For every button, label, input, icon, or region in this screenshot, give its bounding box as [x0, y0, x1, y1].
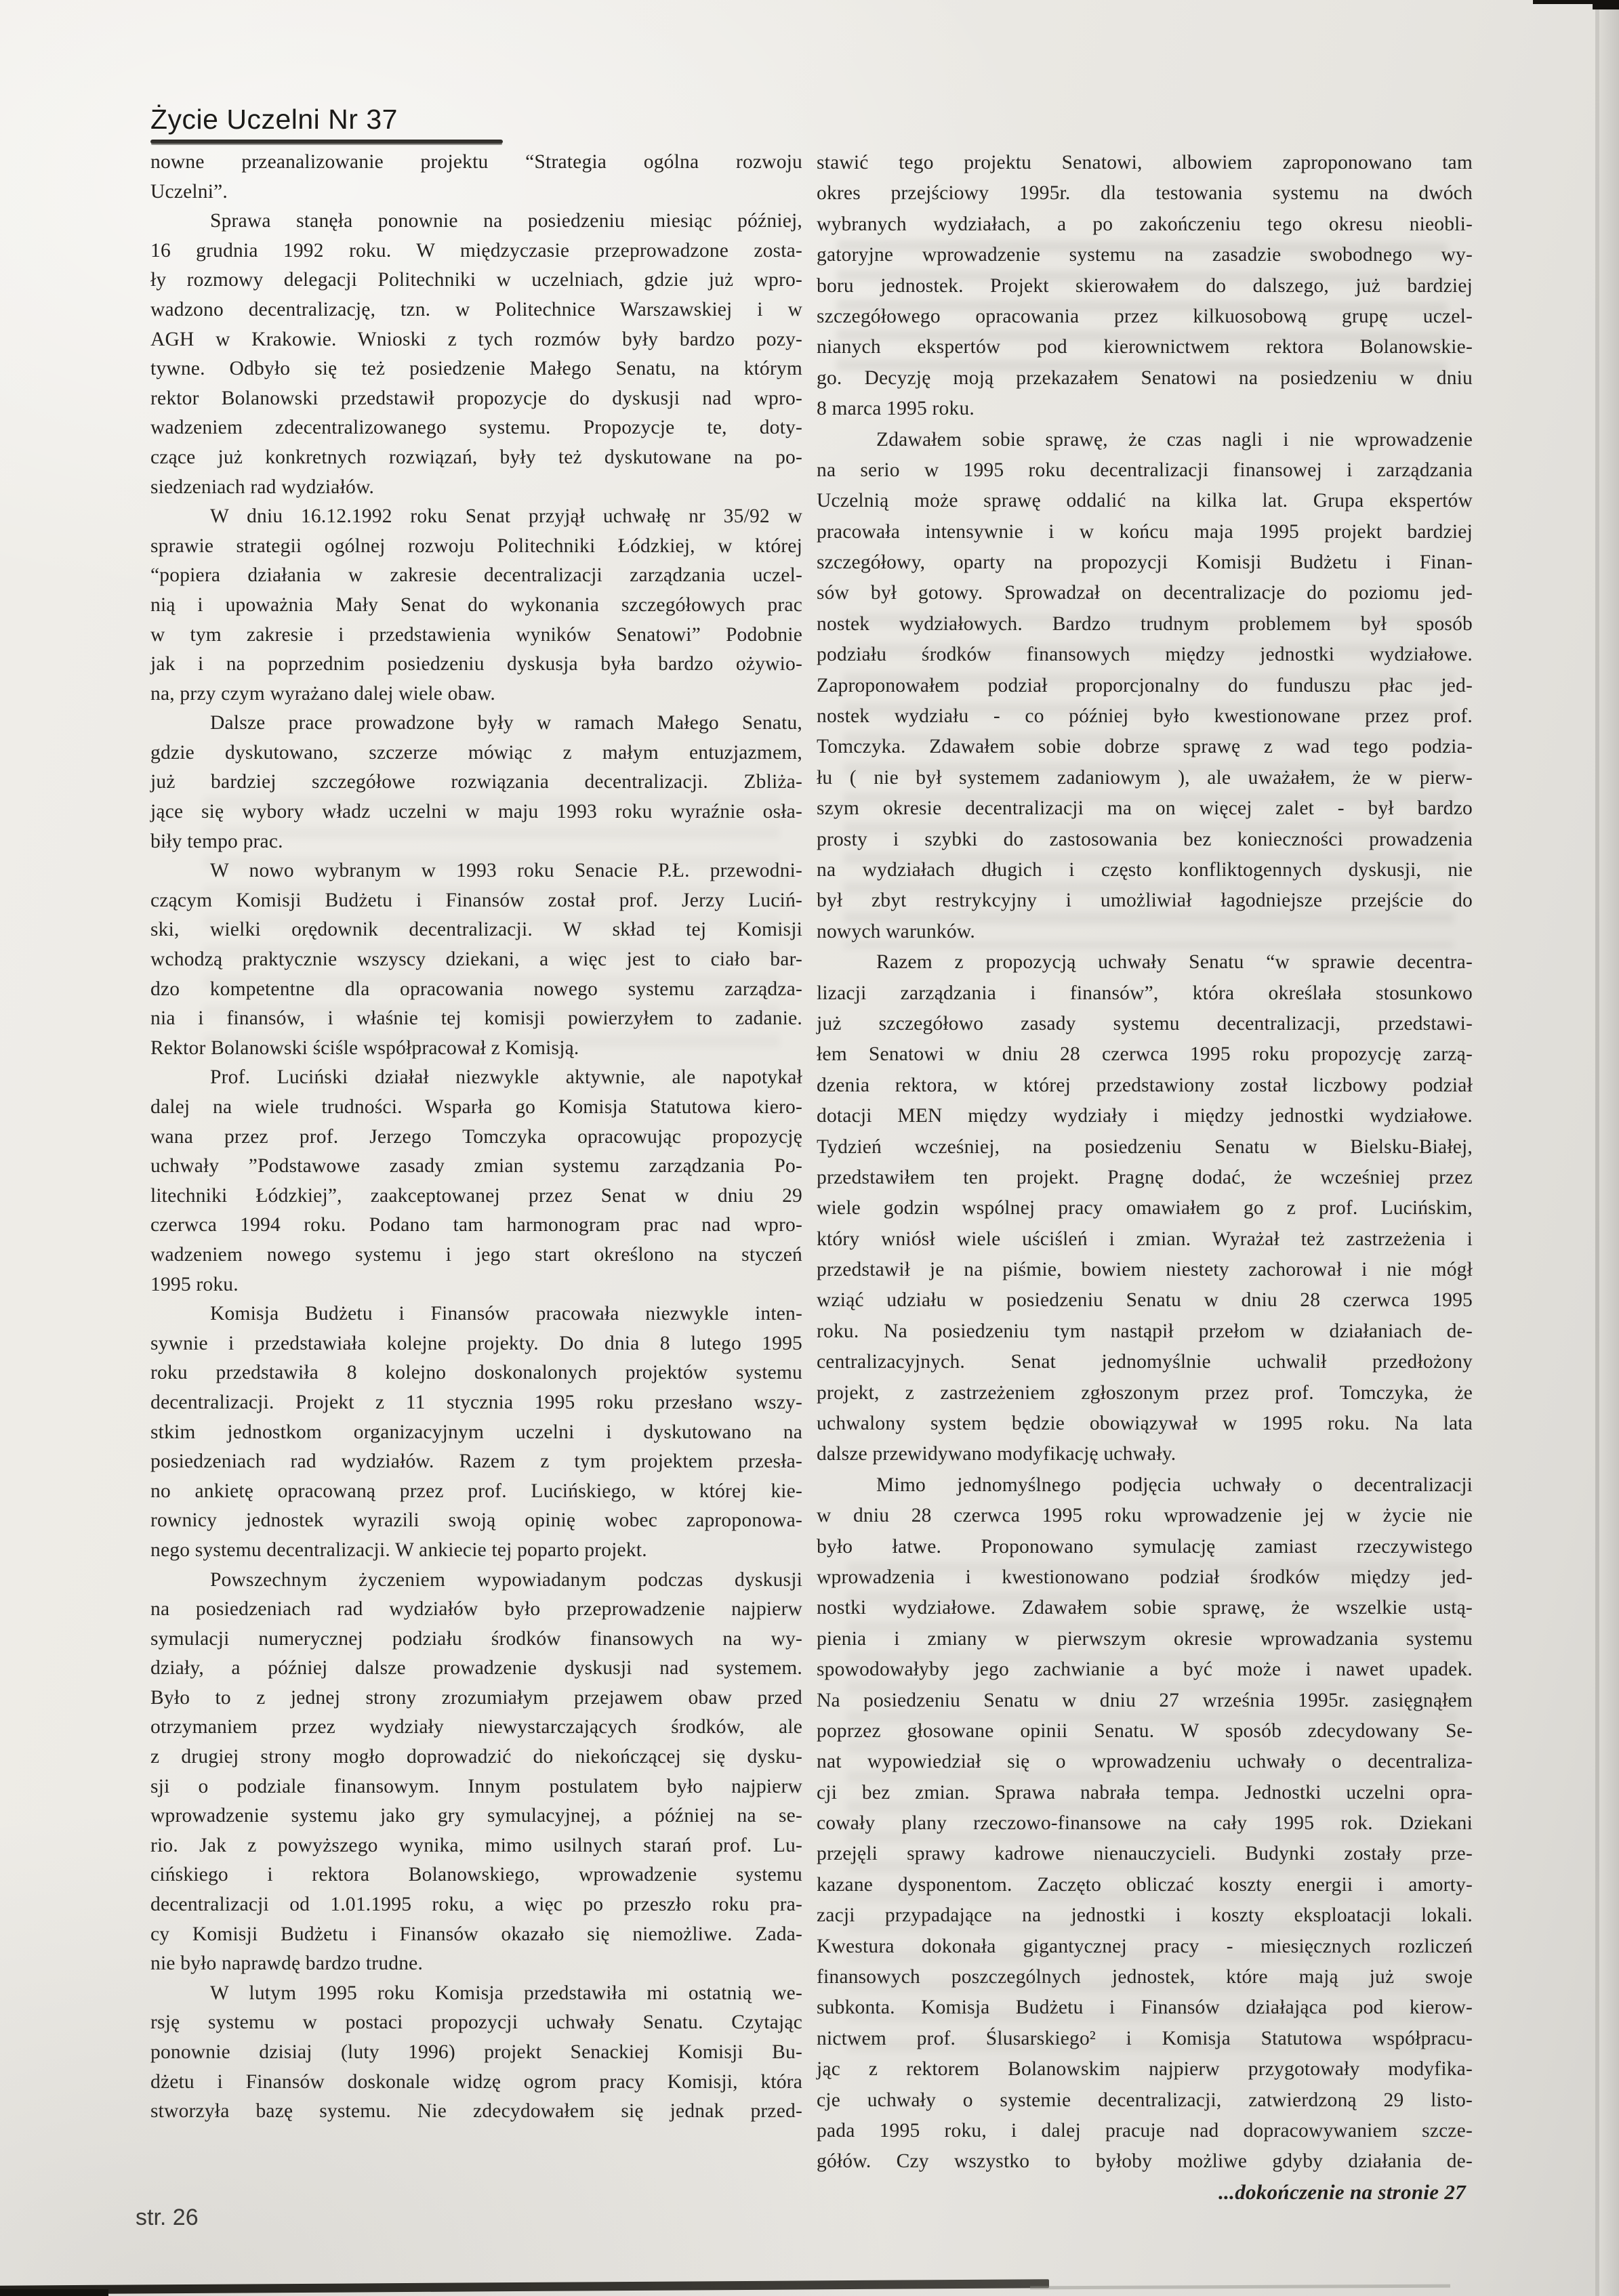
- text-line: Kwestura dokonała gigantycznej pracy - miesięcznych rozliczeń: [817, 1935, 1473, 1957]
- text-line: już szczegółowo zasady systemu decentralizacji, przedstawi-: [817, 1012, 1473, 1035]
- text-line: 16 grudnia 1992 roku. W międzyczasie przeprowadzone zosta-: [150, 239, 802, 262]
- text-line: przedstawił je na piśmie, bowiem niestety zachorował i nie mógł: [817, 1259, 1473, 1281]
- scan-edge-bottom-fade: [1030, 2284, 1450, 2290]
- text-line: z drugiej strony mogło doprowadzić do niekończącej się dysku-: [150, 1746, 802, 1768]
- text-line: cje uchwały o systemie decentralizacji, zatwierdzoną 29 listo-: [817, 2089, 1473, 2111]
- text-line: rio. Jak z powyższego wynika, mimo usilnych starań prof. Lu-: [150, 1834, 802, 1856]
- text-line: jąc z rektorem Bolanowskim najpierw przygotowały modyfika-: [817, 2058, 1473, 2081]
- text-line: Tydzień wcześniej, na posiedzeniu Senatu w Bielsku-Białej,: [817, 1135, 1473, 1158]
- text-line: dalsze przewidywano modyfikację uchwały.: [817, 1443, 1176, 1465]
- text-line: sprawie strategii ogólnej rozwoju Politechniki Łódzkiej, w której: [150, 535, 802, 557]
- text-line: na, przy czym wyrażano dalej wiele obaw.: [150, 682, 495, 705]
- text-line: łem Senatowi w dniu 28 czerwca 1995 roku propozycję zarzą-: [817, 1043, 1473, 1066]
- text-line: zacji przypadające na jednostki i koszty eksploatacji lokali.: [817, 1904, 1473, 1927]
- text-line: ponownie dzisiaj (luty 1996) projekt Senackiej Komisji Bu-: [150, 2041, 802, 2063]
- text-line: cji bez zmian. Sprawa nabrała tempa. Jednostki uczelni opra-: [817, 1781, 1473, 1803]
- text-line: dzenia rektora, w której przedstawiony został liczbowy podział: [817, 1074, 1473, 1096]
- text-line: W lutym 1995 roku Komisja przedstawiła mi ostatnią we-: [210, 1982, 802, 2004]
- text-line: siedzeniach rad wydziałów.: [150, 476, 375, 498]
- text-line: prosty i szybki do zastosowania bez konieczności prowadzenia: [817, 828, 1473, 850]
- text-line: jące się wybory władz uczelni w maju 1993 roku wyraźnie osła-: [150, 801, 802, 823]
- text-line: pada 1995 roku, i dalej pracuje nad dopracowywaniem szcze-: [817, 2120, 1473, 2142]
- text-line: projekt, z zastrzeżeniem zgłoszonym przez prof. Tomczyka, że: [817, 1381, 1473, 1404]
- text-line: Było to z jednej strony zrozumiałym przejawem obaw przed: [150, 1686, 802, 1709]
- text-line: w dniu 28 czerwca 1995 roku wprowadzenie jej w życie nie: [817, 1505, 1473, 1527]
- text-line: roku. Na posiedzeniu tym nastąpił przełom w działaniach de-: [817, 1320, 1473, 1342]
- header-rule: [150, 140, 503, 144]
- text-line: symulacji numerycznej podziału środków finansowych na wy-: [150, 1627, 802, 1650]
- text-line: Mimo jednomyślnego podjęcia uchwały o decentralizacji: [876, 1474, 1473, 1496]
- text-line: nianych ekspertów pod kierownictwem rektora Bolanowskie-: [817, 336, 1473, 358]
- page-number: str. 26: [136, 2205, 199, 2230]
- paragraph: [150, 207, 802, 502]
- text-line: gdzie dyskutowano, szczerze mówiąc z małym entuzjazmem,: [150, 741, 802, 764]
- paragraph: [150, 1299, 802, 1565]
- text-line: działy, a później dalsze prowadzenie dyskusji nad systemem.: [150, 1657, 802, 1679]
- text-line: otrzymaniem przez wydziały niewystarczających środków, ale: [150, 1716, 802, 1738]
- text-line: wprowadzenia i kwestionowano podział środków między jed-: [817, 1566, 1473, 1588]
- text-line: stkim jednostkom organizacyjnym uczelni i dyskutowano na: [150, 1421, 802, 1443]
- text-line: wprowadzenie systemu jako gry symulacyjnej, a później na se-: [150, 1805, 802, 1827]
- paragraph: [150, 1566, 802, 1979]
- paragraph: [817, 148, 1473, 425]
- text-line: jak i na poprzednim posiedzeniu dyskusja była bardzo ożywio-: [150, 653, 802, 675]
- text-line: cowały plany rzeczowo-finansowe na cały 1995 rok. Dziekani: [817, 1812, 1473, 1835]
- text-line: wana przez prof. Jerzego Tomczyka opracowując propozycję: [150, 1125, 802, 1148]
- text-line: stworzyła bazę systemu. Nie zdecydowałem się jednak przed-: [150, 2100, 802, 2123]
- text-line: na serio w 1995 roku decentralizacji finansowej i zarządzania: [817, 459, 1473, 481]
- text-line: pracowała intensywnie i w końcu maja 1995 projekt bardziej: [817, 520, 1473, 543]
- text-line: decentralizacji od 1.01.1995 roku, a więc po przeszło roku pra-: [150, 1894, 802, 1916]
- text-line: rownicy jednostek wyrazili swoją opinię wobec zaproponowa-: [150, 1509, 802, 1532]
- text-line: tywne. Odbyło się też posiedzenie Małego Senatu, na którym: [150, 358, 802, 380]
- text-line: 8 marca 1995 roku.: [817, 398, 975, 420]
- text-line: decentralizacji. Projekt z 11 stycznia 1995 roku przesłano wszy-: [150, 1391, 802, 1413]
- text-line: kazane dysponentom. Zaczęto obliczać koszty energii i amorty-: [817, 1873, 1473, 1896]
- paragraph: [817, 947, 1473, 1470]
- text-line: spowodowałyby jego zachwianie a być może i nawet upadek.: [817, 1658, 1473, 1681]
- text-line: Uczelni”.: [150, 180, 228, 203]
- text-line: “popiera działania w zakresie decentralizacji zarządzania uczel-: [150, 564, 802, 587]
- text-line: podziału środków finansowych między jednostki wydziałowe.: [817, 644, 1473, 666]
- text-line: szczegółowy, oparty na propozycji Komisji Budżetu i Finan-: [817, 551, 1473, 574]
- text-line: przejęli sprawy kadrowe nienauczycieli. Budynki zostały prze-: [817, 1843, 1473, 1865]
- text-line: szczegółowego opracowania przez kilkuosobową grupę uczel-: [817, 305, 1473, 327]
- text-line: było łatwe. Proponowano symulację zamiast rzeczywistego: [817, 1535, 1473, 1558]
- text-line: Dalsze prace prowadzone były w ramach Małego Senatu,: [210, 712, 802, 734]
- text-line: boru jednostek. Projekt skierowałem do dalszego, już bardziej: [817, 274, 1473, 297]
- text-line: nostek wydziałowych. Bardzo trudnym problemem był sposób: [817, 612, 1473, 635]
- text-line: Uczelnią może sprawę oddalić na kilka lat. Grupa ekspertów: [817, 490, 1473, 512]
- text-line: centralizacyjnych. Senat jednomyślnie uchwalił przedłożony: [817, 1351, 1473, 1373]
- text-line: nia i finansów, i właśnie tej komisji powierzyłem to zadanie.: [150, 1007, 802, 1030]
- text-line: wziąć udziału w posiedzeniu Senatu w dniu 28 czerwca 1995: [817, 1289, 1473, 1312]
- text-line: nego systemu decentralizacji. W ankiecie tej poparto projekt.: [150, 1539, 647, 1561]
- text-line: gatoryjne wprowadzenie systemu na zasadzie swobodnego wy-: [817, 244, 1473, 266]
- text-line: dzo kompetentne dla opracowania nowego systemu zarządza-: [150, 978, 802, 1000]
- text-line: 1995 roku.: [150, 1273, 239, 1295]
- text-line: rektor Bolanowski przedstawił propozycje do dyskusji nad wpro-: [150, 387, 802, 409]
- paragraph: [150, 856, 802, 1063]
- text-line: Tomczyka. Zdawałem sobie dobrze sprawę z wad tego podzia-: [817, 736, 1473, 758]
- paragraph: [150, 502, 802, 709]
- text-line: subkonta. Komisja Budżetu i Finansów działająca pod kierow-: [817, 1997, 1473, 2019]
- text-line: Rektor Bolanowski ściśle współpracował z Komisją.: [150, 1037, 579, 1059]
- paragraph: [817, 1470, 1473, 2177]
- text-line: AGH w Krakowie. Wnioski z tych rozmów były bardzo pozy-: [150, 328, 802, 350]
- text-line: łu ( nie był systemem zadaniowym ), ale uważałem, że w pierw-: [817, 766, 1473, 789]
- text-line: nią i upoważnia Mały Senat do wykonania szczegółowych prac: [150, 593, 802, 616]
- text-line: wchodzą praktycznie wszyscy dziekani, a więc jest to ciało bar-: [150, 948, 802, 971]
- text-line: finansowych poszczególnych jednostek, które mają już swoje: [817, 1966, 1473, 1988]
- text-line: Komisja Budżetu i Finansów pracowała niezwykle inten-: [210, 1303, 802, 1325]
- text-line: nowych warunków.: [817, 920, 975, 942]
- adjacent-page-edge: [1599, 0, 1619, 2296]
- text-line: sji o podziale finansowym. Innym postulatem było najpierw: [150, 1775, 802, 1797]
- text-line: Prof. Luciński działał niezwykle aktywnie, ale napotykał: [210, 1066, 802, 1089]
- text-line: nictwem prof. Ślusarskiego² i Komisja Statutowa współpracu-: [817, 2027, 1473, 2049]
- text-line: ski, wielki orędownik decentralizacji. W skład tej Komisji: [150, 919, 802, 941]
- paragraph: [150, 148, 802, 207]
- page-fold-crease: [1595, 0, 1599, 2296]
- text-line: lizacji zarządzania i finansów”, która określała stosunkowo: [817, 982, 1473, 1004]
- text-line: czące już konkretnych rozwiązań, były też dyskutowane na po-: [150, 446, 802, 468]
- text-line: uchwały ”Podstawowe zasady zmian systemu zarządzania Po-: [150, 1155, 802, 1177]
- text-line: go. Decyzję moją przekazałem Senatowi na posiedzeniu w dniu: [817, 367, 1473, 389]
- paragraph: [150, 1979, 802, 2127]
- text-line: nostki wydziałowe. Zdawałem sobie sprawę, że wszelkie ustą-: [817, 1597, 1473, 1619]
- text-line: nostek wydziału - co później było kwestionowane przez prof.: [817, 705, 1473, 728]
- text-line: uchwalony system będzie obowiązywał w 1995 roku. Na lata: [817, 1413, 1473, 1435]
- text-line: który wniósł wiele uściśleń i zmian. Wyrażał też zastrzeżenia i: [817, 1228, 1473, 1250]
- text-line: rsję systemu w postaci propozycji uchwały Senatu. Czytając: [150, 2011, 802, 2034]
- text-line: wadzono decentralizację, tzn. w Politechnice Warszawskiej i w: [150, 298, 802, 320]
- text-line: dżetu i Finansów doskonale widzę ogrom pracy Komisji, która: [150, 2070, 802, 2093]
- text-line: na wydziałach długich i często konfliktogennych dyskusji, nie: [817, 858, 1473, 881]
- text-line: stawić tego projektu Senatowi, albowiem zaproponowano tam: [817, 152, 1473, 173]
- scan-edge-top-right: [1593, 0, 1619, 9]
- text-line: w tym zakresie i przedstawienia wyników Senatowi” Podobnie: [150, 623, 802, 646]
- text-line: Zdawałem sobie sprawę, że czas nagli i nie wprowadzenie: [876, 428, 1473, 451]
- scan-edge-bottom-left: [0, 2289, 108, 2296]
- text-line: litechniki Łódzkiej”, zaakceptowanej przez Senat w dniu 29: [150, 1184, 802, 1207]
- text-line: cy Komisji Budżetu i Finansów okazało się niemożliwe. Zada-: [150, 1923, 802, 1945]
- text-line: dotacji MEN między wydziały i między jednostki wydziałowe.: [817, 1105, 1473, 1127]
- text-line: no ankietę opracowaną przez prof. Lucińskiego, w której kie-: [150, 1480, 802, 1502]
- continuation-note: ...dokończenie na stronie 27: [1218, 2180, 1466, 2204]
- text-line: wadzeniem zdecentralizowanego systemu. Propozycje te, doty-: [150, 417, 802, 439]
- text-line: dalej na wiele trudności. Wsparła go Komisja Statutowa kiero-: [150, 1096, 802, 1118]
- paragraph: [150, 1063, 802, 1299]
- article-column-right: [817, 148, 1473, 2177]
- text-line: czącym Komisji Budżetu i Finansów został prof. Jerzy Luciń-: [150, 889, 802, 911]
- text-line: biły tempo prac.: [150, 830, 283, 852]
- text-line: W dniu 16.12.1992 roku Senat przyjął uchwałę nr 35/92 w: [210, 505, 802, 528]
- text-line: przedstawiłem ten projekt. Pragnę dodać, że wcześniej przez: [817, 1166, 1473, 1188]
- text-line: sów był gotowy. Sprowadzał on decentralizacje do poziomu jed-: [817, 582, 1473, 604]
- text-line: ły rozmowy delegacji Politechniki w uczelniach, gdzie już wpro-: [150, 269, 802, 291]
- text-line: był zbyt restrykcyjny i umożliwiał łagodniejsze przejście do: [817, 890, 1473, 912]
- text-line: nowne przeanalizowanie projektu “Strategia ogólna rozwoju: [150, 151, 802, 173]
- article-column-left: [150, 148, 802, 2127]
- text-line: wybranych wydziałach, a po zakończeniu tego okresu nieobli-: [817, 213, 1473, 235]
- text-line: cińskiego i rektora Bolanowskiego, wprowadzenie systemu: [150, 1864, 802, 1886]
- paragraph: [817, 425, 1473, 948]
- text-line: Zaproponowałem podział proporcjonalny do funduszu płac jed-: [817, 674, 1473, 696]
- text-line: sywnie i przedstawiała kolejne projekty. Do dnia 8 lutego 1995: [150, 1332, 802, 1354]
- text-line: W nowo wybranym w 1993 roku Senacie P.Ł. przewodni-: [210, 860, 802, 882]
- text-line: czerwca 1994 roku. Podano tam harmonogram prac nad wpro-: [150, 1214, 802, 1236]
- text-line: Razem z propozycją uchwały Senatu “w sprawie decentra-: [876, 951, 1473, 974]
- text-line: na posiedzeniach rad wydziałów było przeprowadzenie najpierw: [150, 1598, 802, 1621]
- text-line: gółów. Czy wszystko to byłoby możliwe gdyby działania de-: [817, 2150, 1473, 2173]
- text-line: Sprawa stanęła ponownie na posiedzeniu miesiąc później,: [210, 210, 802, 232]
- paragraph: [150, 709, 802, 856]
- text-line: poprzez głosowane opinii Senatu. W sposób zdecydowany Se-: [817, 1719, 1473, 1742]
- text-line: posiedzeniach rad wydziałów. Razem z tym projektem przesła-: [150, 1450, 802, 1473]
- text-line: szym okresie decentralizacji ma on więcej zalet - był bardzo: [817, 797, 1473, 820]
- text-line: nat wypowiedział się o wprowadzeniu uchwały o decentraliza-: [817, 1751, 1473, 1773]
- text-line: pienia i zmiany w pierwszym okresie wprowadzania systemu: [817, 1627, 1473, 1650]
- text-line: okres przejściowy 1995r. dla testowania systemu na dwóch: [817, 182, 1473, 205]
- text-line: nie było naprawdę bardzo trudne.: [150, 1953, 424, 1975]
- text-line: już bardziej szczegółowe rozwiązania decentralizacji. Zbliża-: [150, 771, 802, 793]
- text-line: roku przedstawiła 8 kolejno doskonalonych projektów systemu: [150, 1362, 802, 1384]
- text-line: Na posiedzeniu Senatu w dniu 27 września 1995r. zasięgnąłem: [817, 1689, 1473, 1711]
- scan-edge-bottom: [0, 2279, 1049, 2295]
- page-title: Życie Uczelni Nr 37: [150, 104, 398, 135]
- text-line: wiele godzin wspólnej pracy omawiałem go z prof. Lucińskim,: [817, 1197, 1473, 1219]
- text-line: Powszechnym życzeniem wypowiadanym podczas dyskusji: [210, 1568, 802, 1591]
- text-line: wadzeniem nowego systemu i jego start określono na styczeń: [150, 1243, 802, 1266]
